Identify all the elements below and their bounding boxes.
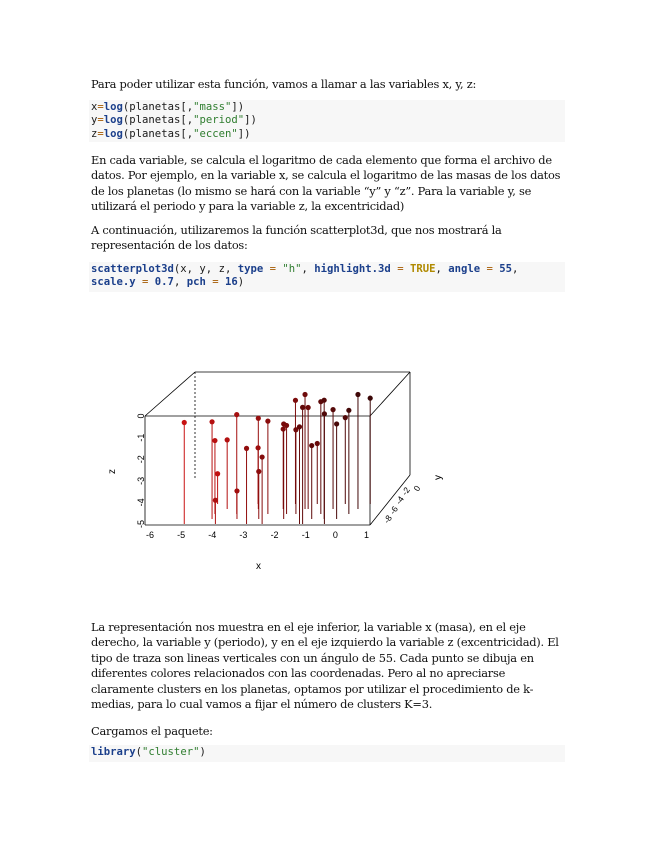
x-tick: -2 — [270, 530, 279, 540]
data-point — [215, 471, 220, 476]
box-edge-diag-left — [145, 372, 195, 416]
box-edge-diag-top-right — [370, 372, 410, 416]
data-point — [346, 408, 351, 413]
x-tick: 0 — [332, 530, 338, 540]
x-tick: -3 — [239, 530, 248, 540]
data-point — [355, 392, 360, 397]
code-block-library: library("cluster") — [89, 745, 565, 762]
z-tick: -5 — [136, 519, 146, 529]
y-tick: 0 — [411, 483, 423, 494]
data-point — [244, 446, 249, 451]
data-point — [213, 498, 218, 503]
data-point — [330, 407, 335, 412]
data-point — [256, 416, 261, 421]
z-tick: -2 — [136, 455, 146, 464]
z-axis-label: z — [107, 469, 118, 474]
data-point — [209, 419, 214, 424]
data-point — [302, 392, 307, 397]
y-tick: -6 — [387, 504, 400, 517]
intro-paragraph: Para poder utilizar esta función, vamos a llamar a las variables x, y, z: — [91, 77, 477, 91]
y-axis-ticks — [381, 475, 444, 525]
data-point — [182, 420, 187, 425]
data-point — [368, 396, 373, 401]
x-tick: 1 — [364, 530, 370, 540]
data-point — [256, 469, 261, 474]
x-tick: -4 — [208, 530, 217, 540]
result-paragraph: La representación nos muestra en el eje inferior, la variable x (masa), en el eje derecho, la variable y (periodo), y en el eje izquierdo la variable z (excentricidad). El tipo de traza son lineas verticales con un ángulo de 55. Cada punto se dibuja en diferentes colores relacionados con las coordenadas. Pero al no apreciarse claramente clusters en los planetas, optamos por utilizar el procedimiento de k-medias, para lo cual vamos a fijar el número de clusters K=3. — [91, 620, 559, 712]
x-axis-label: x — [256, 561, 261, 572]
data-point — [265, 419, 270, 424]
x-axis-ticks — [146, 530, 369, 540]
data-point — [334, 421, 339, 426]
y-tick: -4 — [393, 494, 406, 507]
z-tick: -4 — [136, 498, 146, 507]
data-point — [225, 437, 230, 442]
data-point — [293, 398, 298, 403]
data-point — [309, 443, 314, 448]
data-point — [343, 415, 348, 420]
x-tick: -6 — [146, 530, 155, 540]
package-paragraph: Cargamos el paquete: — [91, 724, 213, 738]
y-axis-label: y — [433, 475, 444, 480]
x-tick: -5 — [177, 530, 186, 540]
data-points — [182, 392, 373, 524]
scatterplot3d-chart — [100, 362, 470, 577]
data-point — [315, 441, 320, 446]
scatterplot-intro-paragraph: A continuación, utilizaremos la función scatterplot3d, que nos mostrará la representación de los datos: — [91, 223, 502, 253]
data-point — [255, 445, 260, 450]
z-tick: -3 — [136, 476, 146, 485]
code-block-scatterplot: scatterplot3d(x, y, z, type = "h", highlight.3d = TRUE, angle = 55, scale.y = 0.7, pch = 16) — [89, 262, 565, 292]
z-axis-ticks — [136, 413, 146, 528]
data-point — [297, 424, 302, 429]
data-point — [322, 398, 327, 403]
log-explanation-paragraph: En cada variable, se calcula el logaritmo de cada elemento que forma el archivo de datos. Por ejemplo, en la variable x, se calcula el logaritmo de las masas de los datos de los planetas (lo mismo se hará con la variable “y” y “z”. Para la variable y, se utilizará el periodo y para la variable z, la excentricidad) — [91, 153, 561, 214]
code-block-variables: x=log(planetas[,"mass"]) y=log(planetas[,"period"]) z=log(planetas[,"eccen"]) — [89, 100, 565, 142]
data-point — [234, 412, 239, 417]
data-point — [260, 454, 265, 459]
data-point — [284, 423, 289, 428]
data-point — [212, 438, 217, 443]
y-tick: -2 — [399, 485, 412, 498]
y-tick: -8 — [381, 513, 394, 526]
data-point — [300, 405, 305, 410]
z-tick: 0 — [136, 413, 146, 419]
z-tick: -1 — [136, 433, 146, 442]
data-point — [306, 405, 311, 410]
x-tick: -1 — [301, 530, 310, 540]
